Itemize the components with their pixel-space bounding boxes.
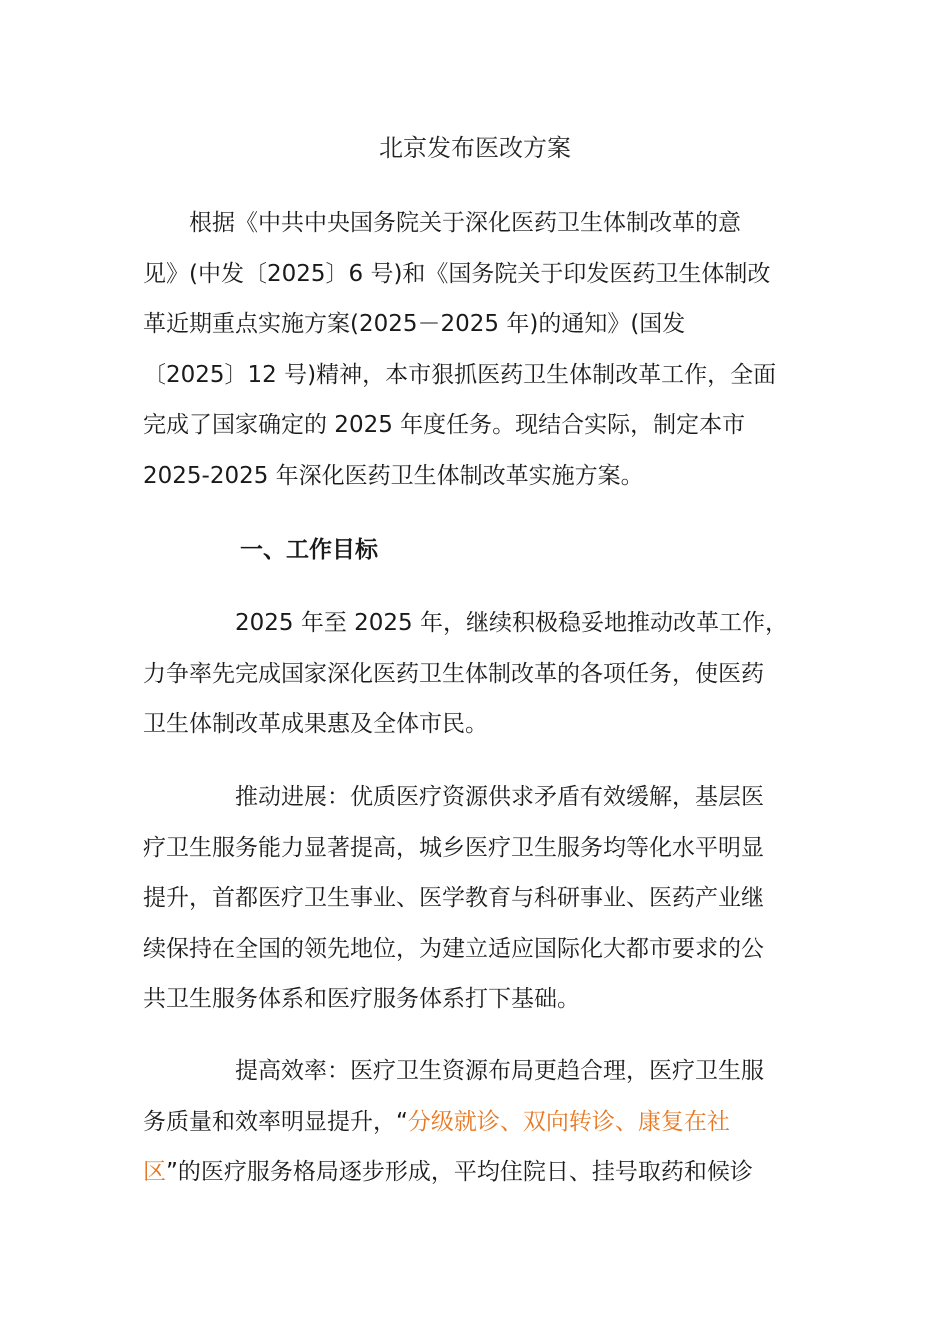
efficiency-paragraph bbox=[143, 1046, 803, 1198]
highlighted-phrase: 分级就诊、双向转诊、康复在社 bbox=[407, 1108, 730, 1135]
goal-paragraph bbox=[143, 598, 803, 750]
progress-line: 疗卫生服务能力显著提高，城乡医疗卫生服务均等化水平明显 bbox=[143, 834, 764, 861]
intro-line: 完成了国家确定的 2025 年度任务。现结合实际，制定本市 bbox=[143, 412, 746, 438]
intro-paragraph bbox=[143, 198, 803, 501]
intro-line: 革近期重点实施方案(2025－2025 年)的通知》(国发 bbox=[143, 311, 686, 337]
progress-paragraph bbox=[143, 772, 803, 1025]
goal-line: 2025 年至 2025 年，继续积极稳妥地推动改革工作， bbox=[143, 610, 788, 636]
goal-line: 力争率先完成国家深化医药卫生体制改革的各项任务，使医药 bbox=[143, 660, 764, 687]
progress-line: 提升，首都医疗卫生事业、医学教育与科研事业、医药产业继 bbox=[143, 885, 764, 911]
intro-line: 〔2025〕12 号)精神，本市狠抓医药卫生体制改革工作，全面 bbox=[143, 361, 777, 388]
efficiency-line bbox=[143, 1097, 803, 1148]
efficiency-text: 务质量和效率明显提升，“ bbox=[143, 1108, 408, 1135]
progress-line: 推动进展：优质医疗资源供求矛盾有效缓解，基层医 bbox=[143, 784, 764, 810]
progress-line: 共卫生服务体系和医疗服务体系打下基础。 bbox=[143, 986, 580, 1012]
efficiency-line: 提高效率：医疗卫生资源布局更趋合理，医疗卫生服 bbox=[143, 1058, 764, 1084]
intro-line: 见》(中发〔2025〕6 号)和《国务院关于印发医药卫生体制改 bbox=[143, 260, 771, 287]
document-title: 北京发布医改方案 bbox=[379, 134, 571, 162]
progress-line: 续保持在全国的领先地位，为建立适应国际化大都市要求的公 bbox=[143, 935, 764, 962]
goal-line: 卫生体制改革成果惠及全体市民。 bbox=[143, 711, 488, 737]
efficiency-line bbox=[143, 1147, 803, 1198]
efficiency-text: ”的医疗服务格局逐步形成，平均住院日、挂号取药和候诊 bbox=[166, 1159, 753, 1185]
intro-line: 2025-2025 年深化医药卫生体制改革实施方案。 bbox=[143, 462, 644, 489]
intro-line: 根据《中共中央国务院关于深化医药卫生体制改革的意 bbox=[143, 210, 741, 236]
highlighted-phrase: 区 bbox=[143, 1159, 166, 1185]
section-heading: 一、工作目标 bbox=[240, 537, 378, 563]
